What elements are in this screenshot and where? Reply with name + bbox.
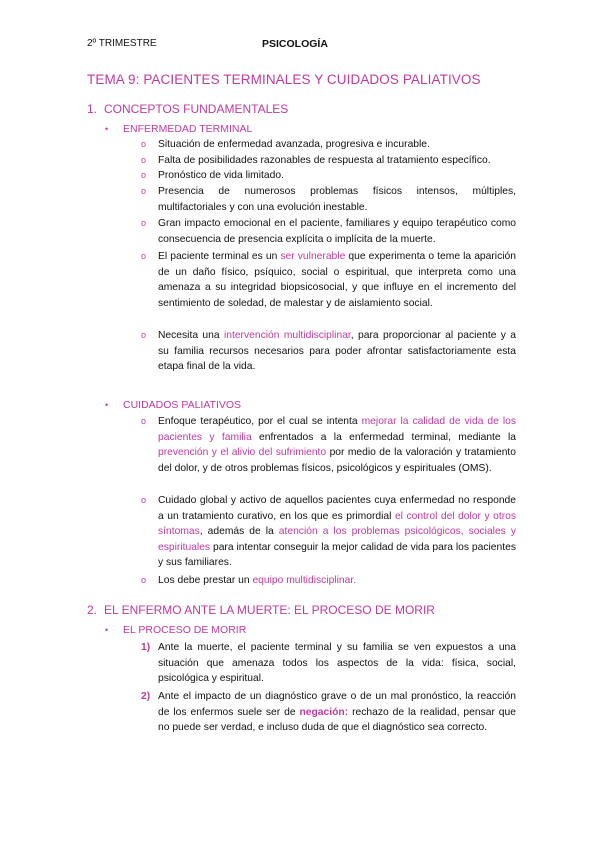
header-term: 2º TRIMESTRE: [87, 38, 157, 49]
item-number: 1): [141, 642, 151, 653]
circle-bullet-icon: o: [141, 155, 147, 165]
highlight: mejorar la calidad de vida de los pacientes y familia: [158, 416, 516, 443]
section-heading-1: [87, 102, 288, 116]
list-item: [141, 414, 516, 476]
circle-bullet-icon: o: [141, 495, 147, 505]
item-text: Los debe prestar un equipo multidisciplinar.: [158, 575, 357, 586]
item-text: El paciente terminal es un ser vulnerable que experimenta o teme la aparición de un daño físico, psíquico, social o espiritual, que interpreta como una amenaza a su integridad biopsicosocial, y que influye en el incremento del sentimiento de soledad, de malestar y de aislamiento social.: [158, 251, 516, 309]
circle-bullet-icon: o: [141, 416, 147, 426]
highlight: intervención multidisciplinar: [223, 330, 351, 341]
subsection-cuidados-paliativos: [105, 399, 241, 411]
circle-bullet-icon: o: [141, 330, 147, 340]
list-item: [141, 328, 516, 375]
section-number: 1.: [87, 102, 98, 116]
item-text: Necesita una intervención multidisciplinar, para proporcionar al paciente y a su familia recursos necesarios para poder afrontar satisfactoriamente esta etapa final de la vida.: [158, 330, 517, 372]
item-text: Cuidado global y activo de aquellos pacientes cuya enfermedad no responde a un tratamiento curativo, en los que es primordial el control del dolor y otros síntomas, además de la atención a los problemas psicológicos, sociales y espirituales para intentar conseguir la mejor calidad de vida para los pacientes y sus familiares.: [158, 495, 517, 568]
subsection-proceso-de-morir: [105, 624, 246, 636]
subsection-label: ENFERMEDAD TERMINAL: [123, 123, 253, 135]
bullet-icon: •: [105, 400, 109, 410]
item-text: Pronóstico de vida limitado.: [158, 170, 284, 181]
list-item: [141, 168, 516, 184]
header-subject: PSICOLOGÍA: [262, 38, 328, 50]
item-text: Ante el impacto de un diagnóstico grave o de un mal pronóstico, la reacción de los enfermos suele ser de negación: rechazo de la realidad, pensar que no puede ser verdad, e incluso duda de que el diagnóstico sea correcto.: [158, 691, 516, 733]
circle-bullet-icon: o: [141, 575, 147, 585]
circle-bullet-icon: o: [141, 218, 147, 228]
circle-bullet-icon: o: [141, 251, 147, 261]
list-item: [141, 153, 516, 169]
item-text: Gran impacto emocional en el paciente, familiares y equipo terapéutico como consecuencia de presencia explícita o implícita de la muerte.: [158, 218, 516, 245]
section-label: EL ENFERMO ANTE LA MUERTE: EL PROCESO DE MORIR: [104, 603, 435, 617]
numbered-item: [141, 689, 516, 736]
section-heading-2: [87, 603, 435, 617]
highlight: ser vulnerable: [280, 251, 346, 262]
circle-bullet-icon: o: [141, 139, 147, 149]
list-item: [141, 184, 516, 215]
highlight: atención a los problemas psicológicos, sociales y espirituales: [158, 526, 516, 553]
subsection-label: EL PROCESO DE MORIR: [123, 624, 247, 636]
list-item: [141, 216, 516, 247]
subsection-enfermedad-terminal: [105, 123, 252, 135]
highlight: equipo multidisciplinar.: [252, 575, 357, 586]
bullet-icon: •: [105, 124, 109, 134]
item-text: Falta de posibilidades razonables de respuesta al tratamiento específico.: [158, 155, 491, 166]
numbered-item: [141, 640, 516, 687]
list-item: [141, 573, 516, 589]
highlight: negación:: [299, 706, 349, 718]
circle-bullet-icon: o: [141, 186, 147, 196]
item-number: 2): [141, 691, 151, 702]
highlight: el control del dolor y otros síntomas: [158, 510, 517, 537]
item-text: Enfoque terapéutico, por el cual se intenta mejorar la calidad de vida de los pacientes y familia enfrentados a la enfermedad terminal, mediante la prevención y el alivio del sufrimiento por medio de la valoración y tratamiento del dolor, y de otros problemas físicos, psicológicos y espirituales (OMS).: [158, 416, 517, 474]
circle-bullet-icon: o: [141, 170, 147, 180]
section-label: CONCEPTOS FUNDAMENTALES: [104, 102, 289, 116]
item-text: Situación de enfermedad avanzada, progresiva e incurable.: [158, 139, 430, 150]
list-item: [141, 137, 516, 153]
item-text: Ante la muerte, el paciente terminal y su familia se ven expuestos a una situación que amenaza todos los aspectos de la vida: física, social, psicológica y espiritual.: [158, 642, 516, 684]
list-item: [141, 493, 516, 571]
item-text: Presencia de numerosos problemas físicos intensos, múltiples, multifactoriales y con una evolución inestable.: [158, 186, 516, 213]
page-title: TEMA 9: PACIENTES TERMINALES Y CUIDADOS PALIATIVOS: [87, 72, 481, 87]
list-item: [141, 249, 516, 311]
section-number: 2.: [87, 603, 98, 617]
highlight: prevención y el alivio del sufrimiento: [158, 447, 327, 458]
bullet-icon: •: [105, 625, 109, 635]
subsection-label: CUIDADOS PALIATIVOS: [123, 399, 242, 411]
